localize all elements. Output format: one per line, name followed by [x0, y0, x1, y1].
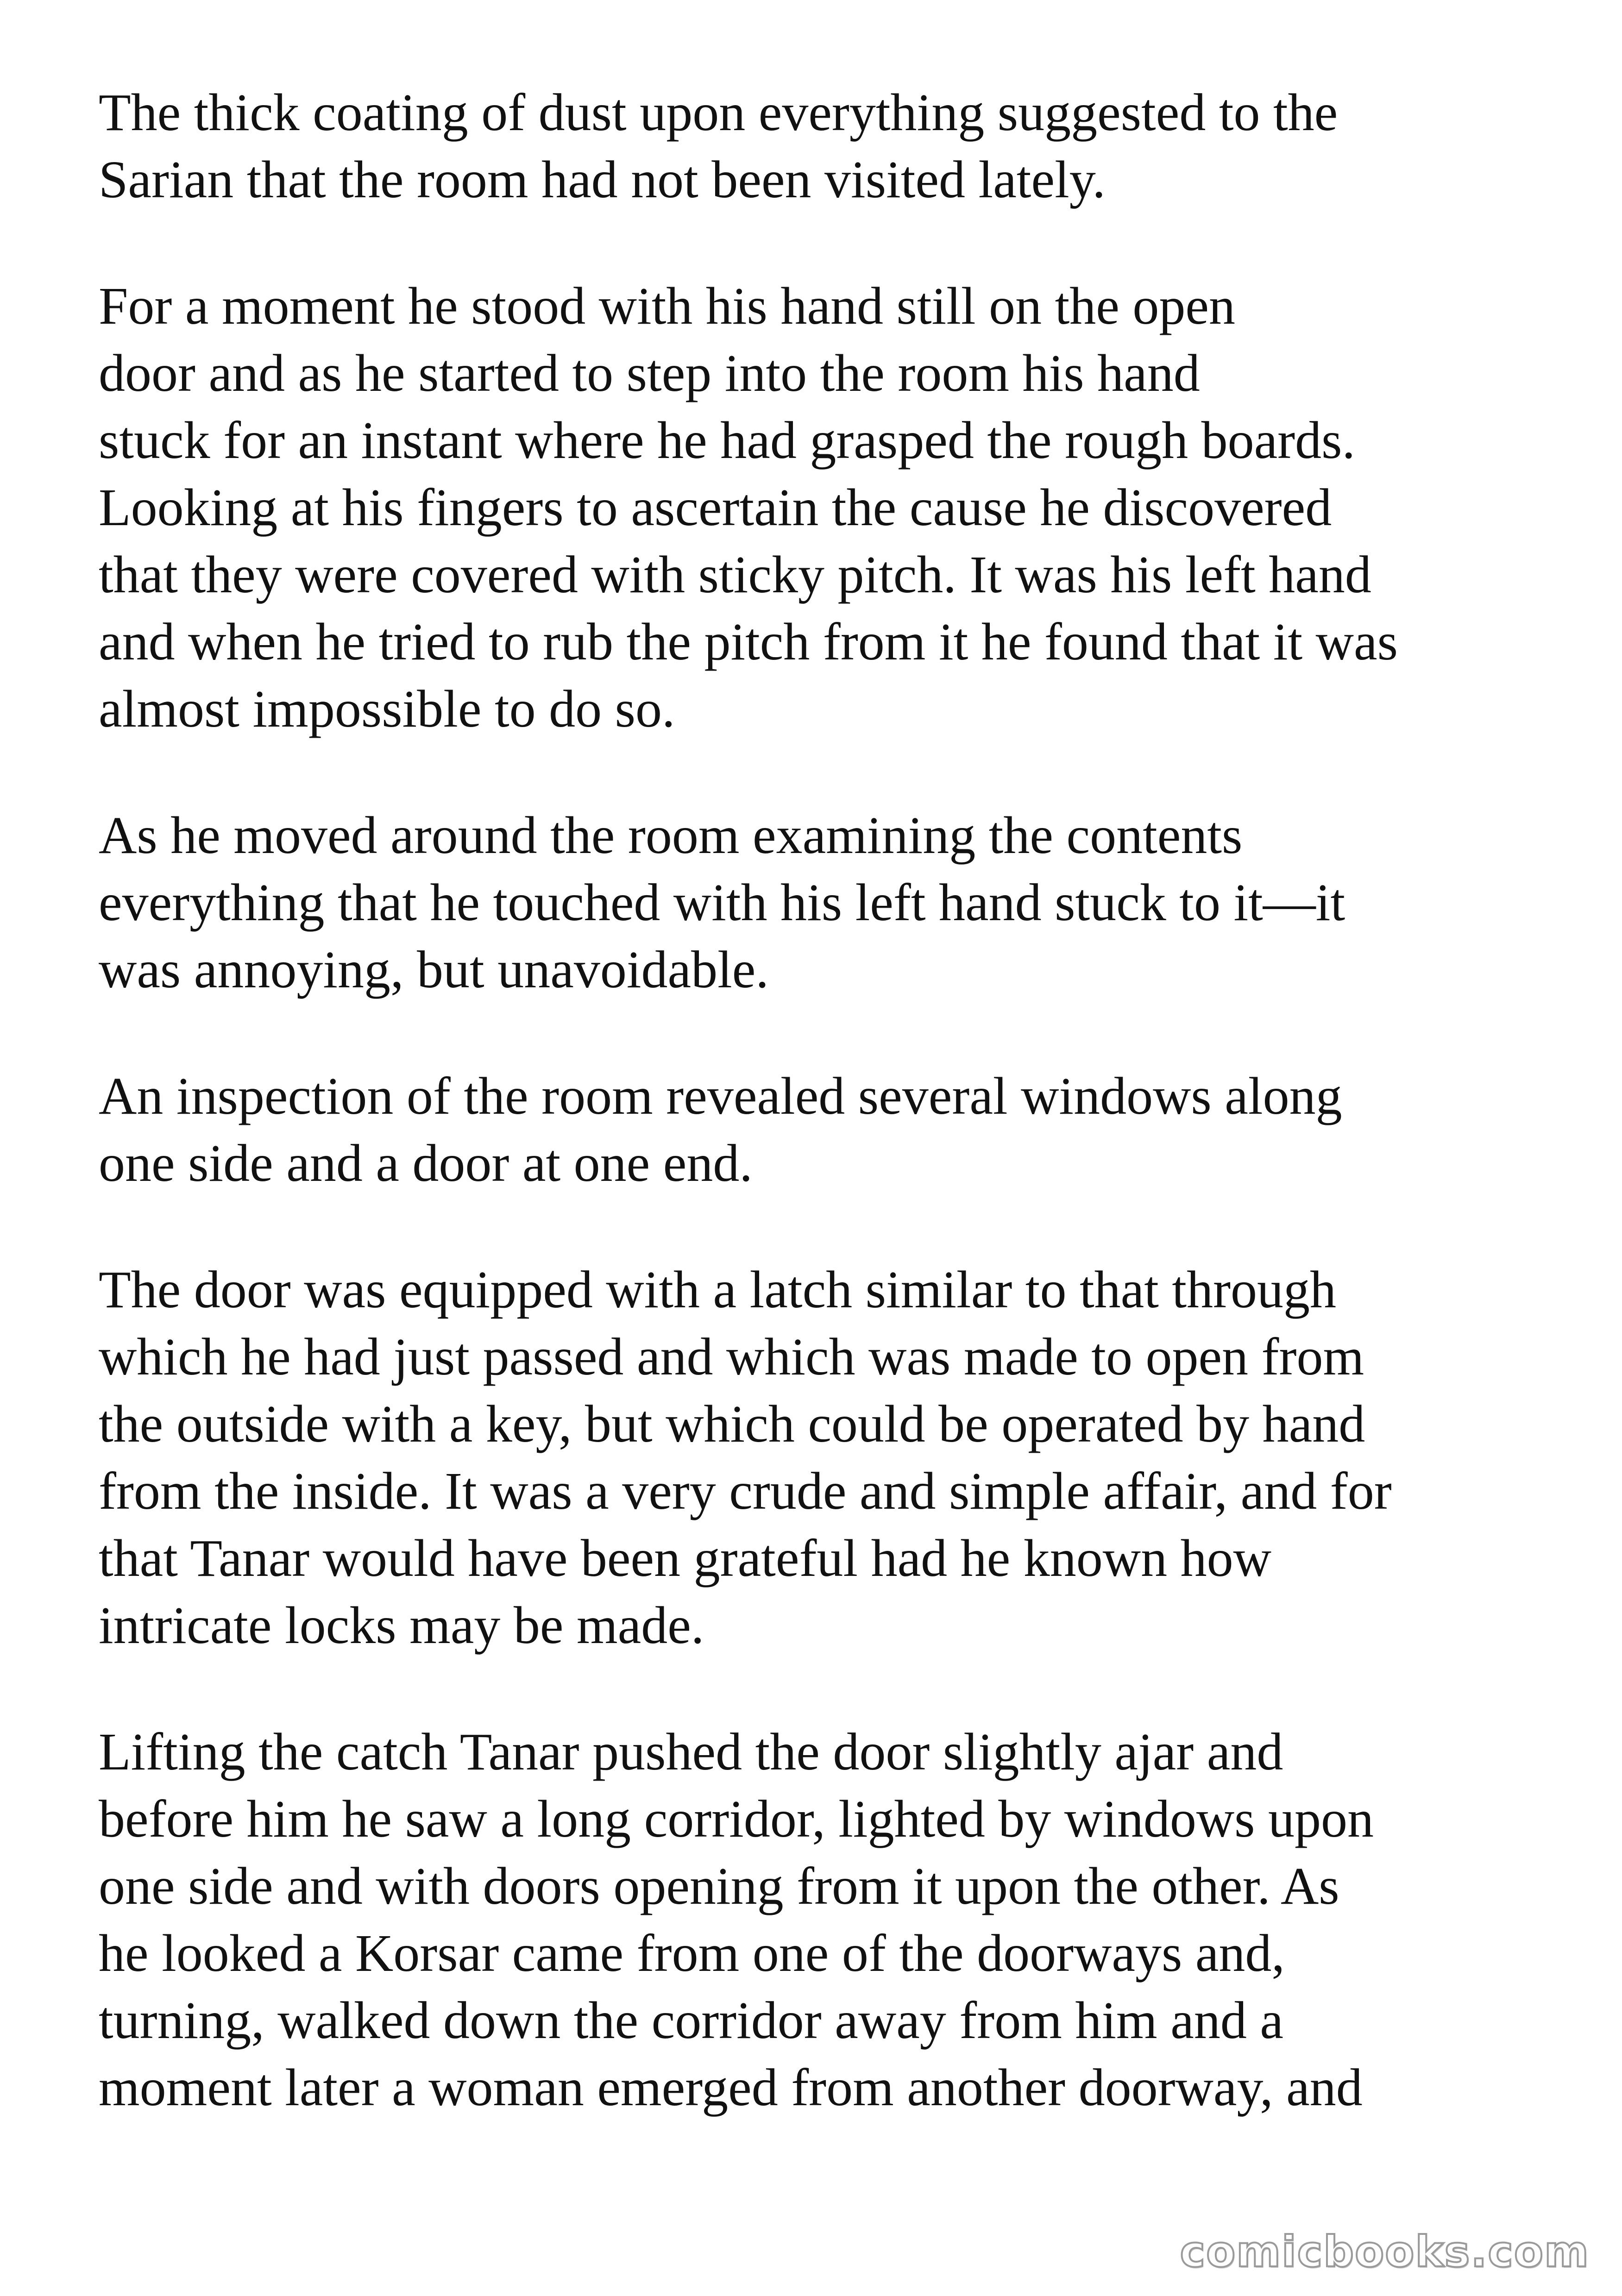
text-line: one side and a door at one end.: [99, 1134, 753, 1192]
text-line: An inspection of the room revealed several windows along: [99, 1066, 1342, 1125]
paragraph-5: [99, 1256, 1581, 1659]
text-line: turning, walked down the corridor away from him and a: [99, 1991, 1283, 2050]
page-text: [99, 79, 1581, 2180]
text-line: everything that he touched with his left hand stuck to it—it: [99, 873, 1345, 932]
paragraph-4: [99, 1062, 1581, 1197]
text-line: that they were covered with sticky pitch. It was his left hand: [99, 545, 1371, 604]
text-line: The thick coating of dust upon everything suggested to the: [99, 83, 1338, 142]
text-line: door and as he started to step into the room his hand: [99, 344, 1200, 402]
text-line: moment later a woman emerged from another doorway, and: [99, 2058, 1363, 2117]
paragraph-1: [99, 79, 1581, 213]
text-line: and when he tried to rub the pitch from it he found that it was: [99, 612, 1398, 671]
text-line: intricate locks may be made.: [99, 1596, 704, 1655]
text-line: Lifting the catch Tanar pushed the door slightly ajar and: [99, 1722, 1283, 1781]
text-line: Sarian that the room had not been visited lately.: [99, 150, 1106, 209]
watermark-logo: comicbooks.com: [1180, 2227, 1590, 2277]
paragraph-3: [99, 802, 1581, 1003]
text-line: from the inside. It was a very crude and simple affair, and for: [99, 1462, 1392, 1520]
text-line: As he moved around the room examining the contents: [99, 806, 1243, 865]
text-line: was annoying, but unavoidable.: [99, 940, 769, 999]
paragraph-2: [99, 272, 1581, 742]
paragraph-6: [99, 1718, 1581, 2121]
text-line: one side and with doors opening from it upon the other. As: [99, 1857, 1339, 1915]
text-line: he looked a Korsar came from one of the doorways and,: [99, 1924, 1285, 1982]
text-line: which he had just passed and which was made to open from: [99, 1327, 1364, 1386]
text-line: the outside with a key, but which could be operated by hand: [99, 1394, 1365, 1453]
text-line: Looking at his fingers to ascertain the cause he discovered: [99, 478, 1332, 537]
text-line: stuck for an instant where he had grasped the rough boards.: [99, 411, 1356, 470]
text-line: before him he saw a long corridor, lighted by windows upon: [99, 1789, 1374, 1848]
text-line: almost impossible to do so.: [99, 679, 675, 738]
text-line: The door was equipped with a latch similar to that through: [99, 1260, 1337, 1319]
text-line: that Tanar would have been grateful had he known how: [99, 1529, 1271, 1587]
text-line: For a moment he stood with his hand still on the open: [99, 276, 1235, 335]
